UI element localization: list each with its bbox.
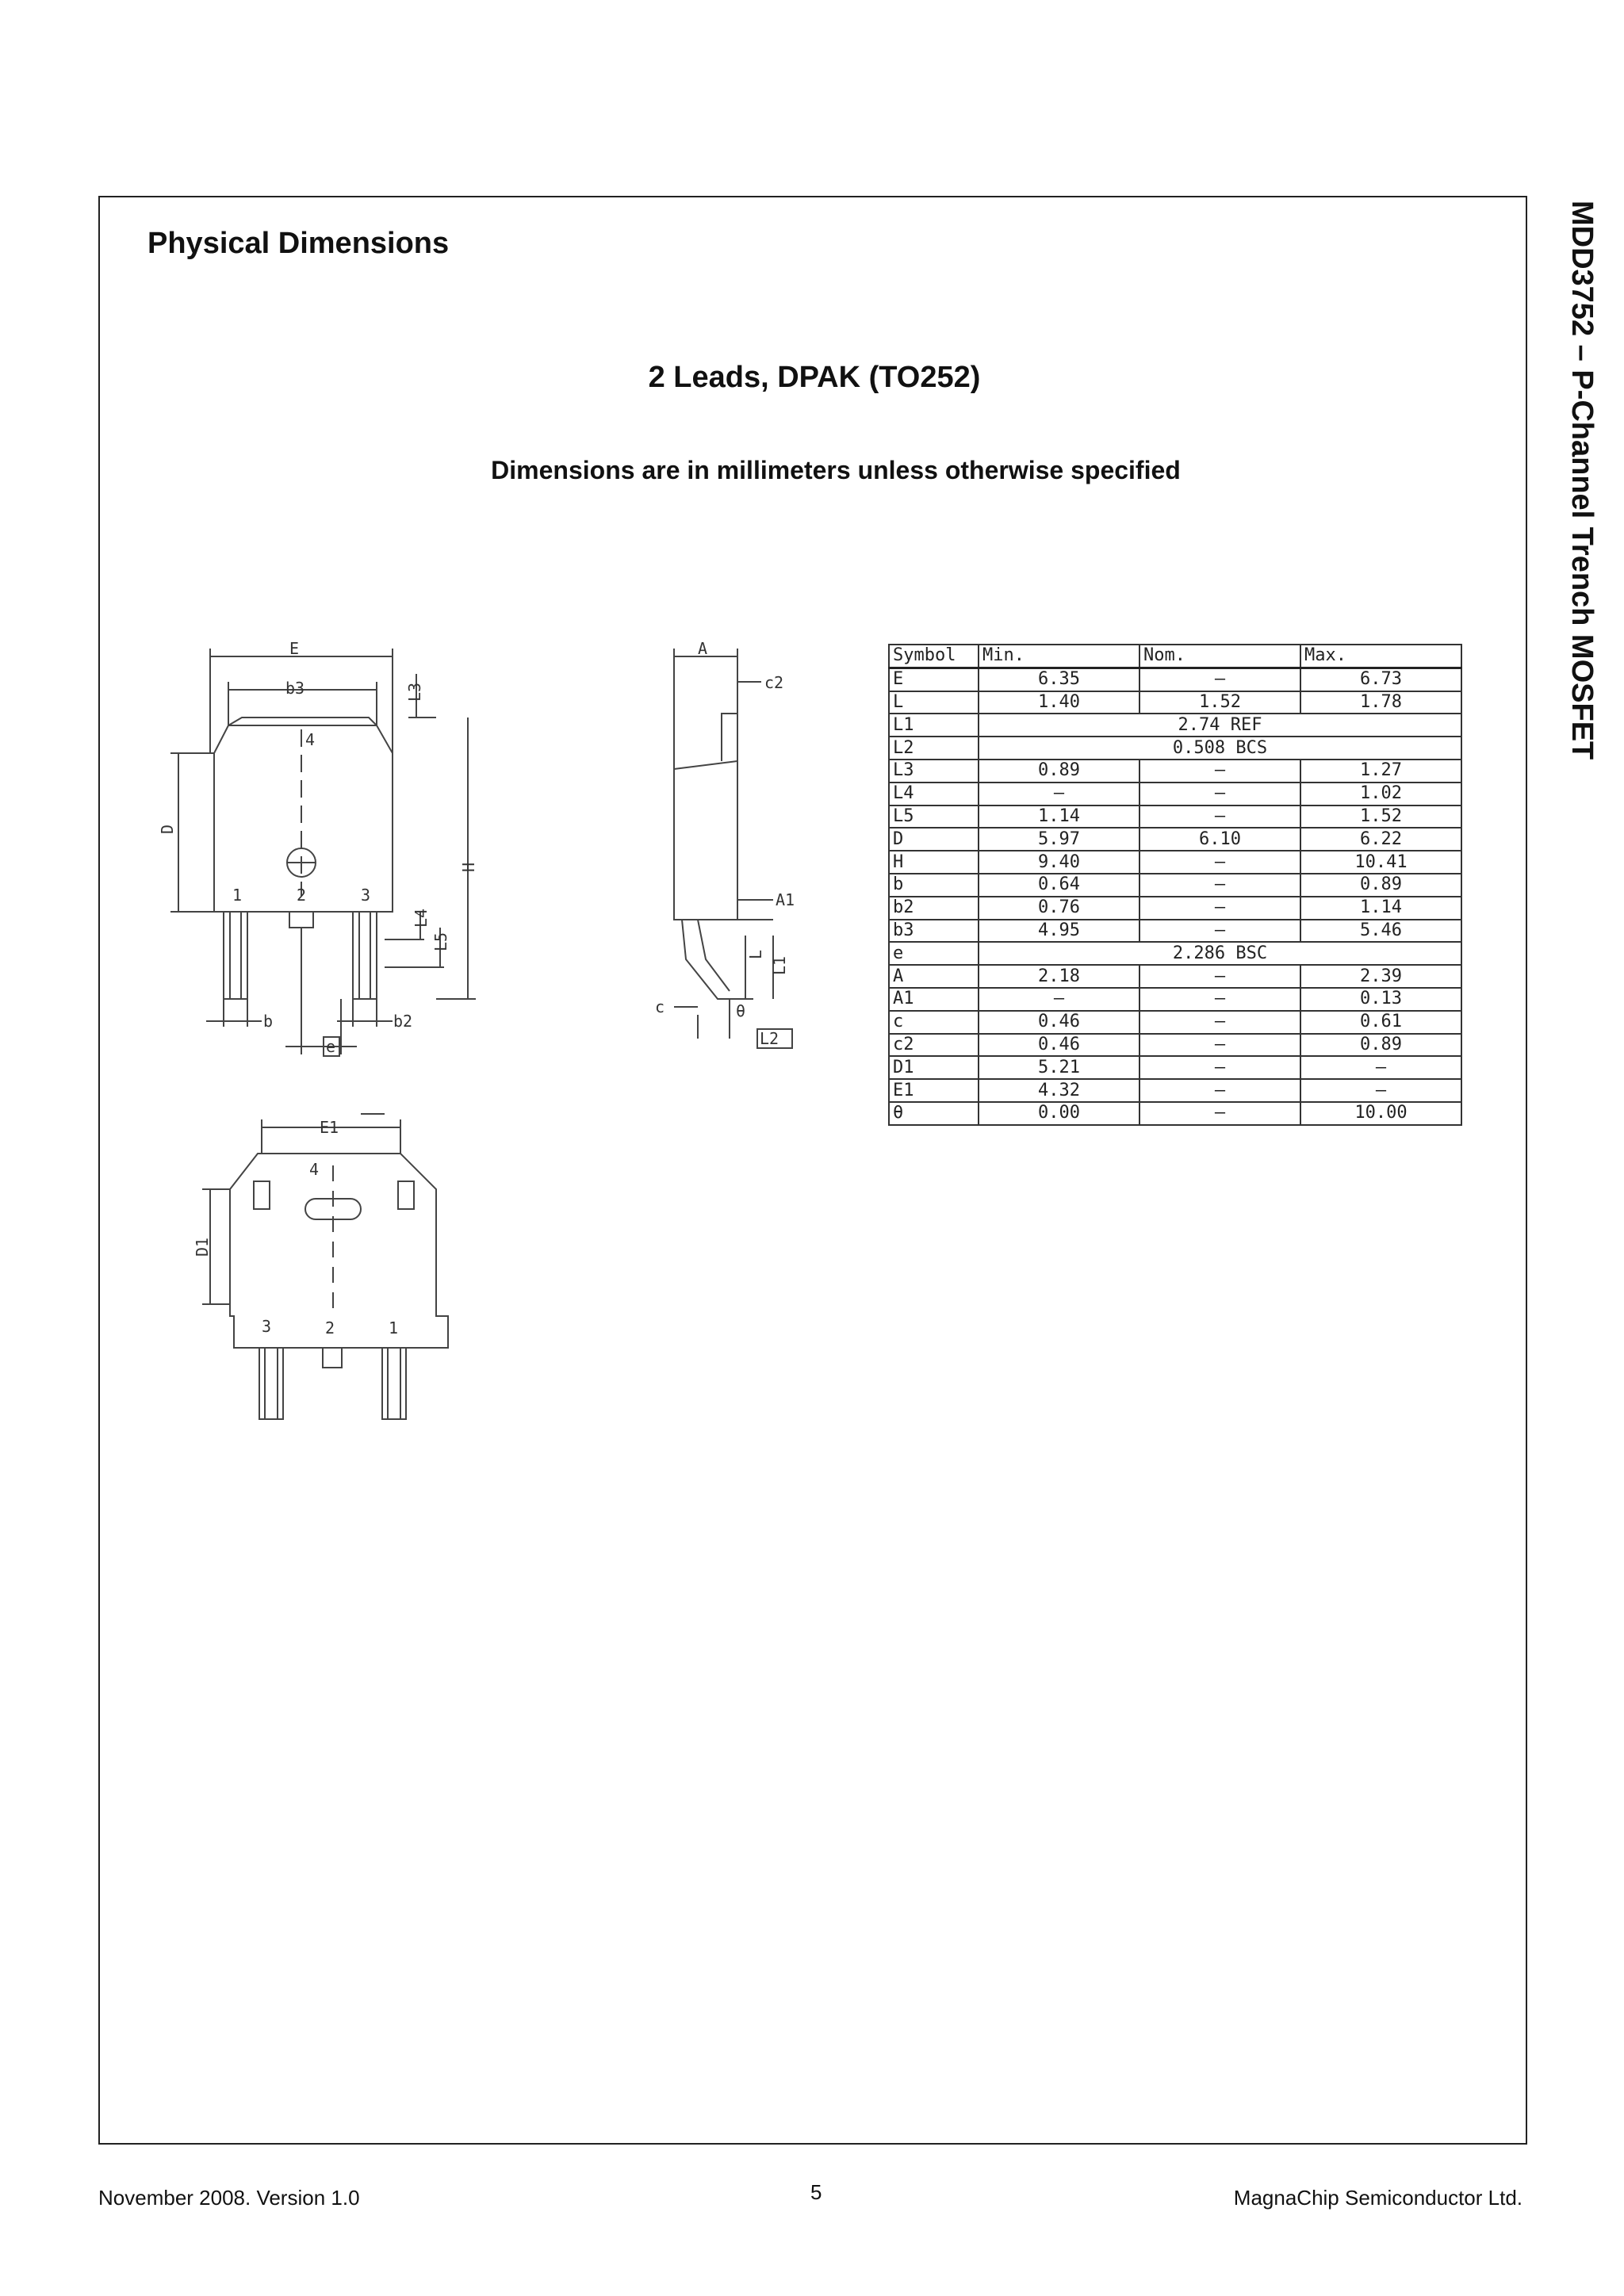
- back-label-4: 4: [309, 1160, 320, 1179]
- cell-nom: –: [1139, 1011, 1300, 1034]
- table-row: [889, 806, 1461, 828]
- cell-symbol: L4: [889, 783, 979, 806]
- cell-nom: –: [1139, 760, 1300, 783]
- table-row: [889, 1011, 1461, 1034]
- label-L5: L5: [431, 932, 450, 951]
- cell-nom: –: [1139, 806, 1300, 828]
- cell-max: 6.22: [1300, 828, 1461, 851]
- cell-max: –: [1300, 1079, 1461, 1102]
- label-theta: θ: [736, 1001, 746, 1020]
- table-row: [889, 691, 1461, 714]
- cell-symbol: H: [889, 851, 979, 874]
- cell-max: 0.89: [1300, 874, 1461, 897]
- cell-symbol: A1: [889, 988, 979, 1011]
- cell-span: 0.508 BCS: [979, 737, 1461, 760]
- label-A: A: [698, 639, 708, 658]
- header-nom: Nom.: [1139, 645, 1300, 668]
- cell-symbol: L1: [889, 714, 979, 737]
- cell-symbol: c2: [889, 1034, 979, 1057]
- label-4: 4: [305, 730, 316, 749]
- cell-nom: –: [1139, 1034, 1300, 1057]
- cell-symbol: θ: [889, 1102, 979, 1125]
- cell-nom: –: [1139, 965, 1300, 988]
- cell-nom: –: [1139, 920, 1300, 943]
- header-symbol: Symbol: [889, 645, 979, 668]
- cell-max: 1.02: [1300, 783, 1461, 806]
- cell-min: –: [979, 783, 1139, 806]
- table-row: [889, 737, 1461, 760]
- table-row: [889, 1079, 1461, 1102]
- cell-symbol: e: [889, 942, 979, 965]
- cell-max: 1.27: [1300, 760, 1461, 783]
- cell-max: –: [1300, 1056, 1461, 1079]
- label-b: b: [263, 1012, 274, 1031]
- cell-symbol: E: [889, 668, 979, 691]
- cell-symbol: L2: [889, 737, 979, 760]
- cell-max: 2.39: [1300, 965, 1461, 988]
- table-row: [889, 668, 1461, 691]
- cell-min: 1.14: [979, 806, 1139, 828]
- table-row: [889, 1034, 1461, 1057]
- cell-min: 0.89: [979, 760, 1139, 783]
- back-view-drawing: [174, 1110, 476, 1443]
- cell-symbol: b: [889, 874, 979, 897]
- cell-min: 4.95: [979, 920, 1139, 943]
- label-3: 3: [361, 886, 371, 905]
- label-e: e: [326, 1037, 336, 1056]
- label-H: H: [459, 862, 478, 872]
- label-1: 1: [232, 886, 243, 905]
- cell-nom: –: [1139, 874, 1300, 897]
- front-view-drawing: [151, 626, 848, 1070]
- table-row: [889, 828, 1461, 851]
- cell-max: 0.89: [1300, 1034, 1461, 1057]
- cell-max: 0.61: [1300, 1011, 1461, 1034]
- table-row: [889, 760, 1461, 783]
- table-row: [889, 942, 1461, 965]
- back-label-3: 3: [262, 1317, 272, 1336]
- table-row: [889, 783, 1461, 806]
- cell-symbol: A: [889, 965, 979, 988]
- cell-min: 0.64: [979, 874, 1139, 897]
- cell-min: 0.46: [979, 1034, 1139, 1057]
- cell-min: 2.18: [979, 965, 1139, 988]
- label-A1: A1: [776, 890, 795, 909]
- cell-min: 6.35: [979, 668, 1139, 691]
- cell-min: 0.76: [979, 897, 1139, 920]
- cell-max: 1.14: [1300, 897, 1461, 920]
- cell-nom: –: [1139, 668, 1300, 691]
- cell-nom: 1.52: [1139, 691, 1300, 714]
- cell-symbol: L3: [889, 760, 979, 783]
- cell-nom: –: [1139, 1102, 1300, 1125]
- cell-span: 2.286 BSC: [979, 942, 1461, 965]
- cell-max: 10.00: [1300, 1102, 1461, 1125]
- cell-min: 0.00: [979, 1102, 1139, 1125]
- label-c2: c2: [764, 673, 784, 692]
- cell-max: 1.78: [1300, 691, 1461, 714]
- cell-min: 1.40: [979, 691, 1139, 714]
- cell-max: 1.52: [1300, 806, 1461, 828]
- back-label-1: 1: [389, 1318, 399, 1337]
- cell-symbol: E1: [889, 1079, 979, 1102]
- table-header-row: [889, 645, 1461, 668]
- cell-symbol: c: [889, 1011, 979, 1034]
- side-title: [1529, 196, 1616, 1068]
- cell-max: 0.13: [1300, 988, 1461, 1011]
- label-E1: E1: [320, 1118, 339, 1137]
- table-row: [889, 988, 1461, 1011]
- page-number: 5: [810, 2180, 822, 2204]
- cell-nom: –: [1139, 988, 1300, 1011]
- label-D1: D1: [193, 1237, 212, 1257]
- table-row: [889, 920, 1461, 943]
- footer-date-version: November 2008. Version 1.0: [98, 2186, 360, 2210]
- label-L3: L3: [405, 682, 424, 702]
- cell-min: 5.21: [979, 1056, 1139, 1079]
- cell-min: 0.46: [979, 1011, 1139, 1034]
- table-row: [889, 851, 1461, 874]
- table-row: [889, 1056, 1461, 1079]
- cell-symbol: D1: [889, 1056, 979, 1079]
- label-b3: b3: [285, 679, 305, 698]
- label-L1: L1: [770, 955, 789, 975]
- cell-span: 2.74 REF: [979, 714, 1461, 737]
- cell-nom: –: [1139, 1079, 1300, 1102]
- label-L4: L4: [412, 908, 431, 928]
- dimension-table: [888, 644, 1462, 1126]
- back-label-2: 2: [325, 1318, 335, 1337]
- label-L: L: [746, 949, 765, 959]
- cell-max: 5.46: [1300, 920, 1461, 943]
- label-2: 2: [297, 886, 307, 905]
- cell-max: 10.41: [1300, 851, 1461, 874]
- cell-nom: –: [1139, 851, 1300, 874]
- header-min: Min.: [979, 645, 1139, 668]
- cell-symbol: D: [889, 828, 979, 851]
- label-D: D: [158, 824, 177, 834]
- cell-nom: –: [1139, 783, 1300, 806]
- section-title: Physical Dimensions: [147, 227, 450, 260]
- label-L2: L2: [760, 1029, 779, 1048]
- table-row: [889, 714, 1461, 737]
- cell-nom: –: [1139, 897, 1300, 920]
- cell-symbol: b2: [889, 897, 979, 920]
- cell-nom: 6.10: [1139, 828, 1300, 851]
- side-title-text: MDD3752 – P-Channel Trench MOSFET: [1565, 201, 1599, 760]
- table-row: [889, 874, 1461, 897]
- cell-min: 4.32: [979, 1079, 1139, 1102]
- cell-symbol: b3: [889, 920, 979, 943]
- cell-nom: –: [1139, 1056, 1300, 1079]
- package-title: 2 Leads, DPAK (TO252): [648, 361, 981, 394]
- cell-min: –: [979, 988, 1139, 1011]
- cell-min: 9.40: [979, 851, 1139, 874]
- table-row: [889, 965, 1461, 988]
- cell-symbol: L5: [889, 806, 979, 828]
- footer-company: MagnaChip Semiconductor Ltd.: [1233, 2186, 1522, 2210]
- table-row: [889, 897, 1461, 920]
- cell-min: 5.97: [979, 828, 1139, 851]
- label-c: c: [655, 997, 665, 1016]
- table-row: [889, 1102, 1461, 1125]
- label-b2: b2: [393, 1012, 413, 1031]
- dimensions-note: Dimensions are in millimeters unless otherwise specified: [491, 456, 1181, 484]
- cell-max: 6.73: [1300, 668, 1461, 691]
- cell-symbol: L: [889, 691, 979, 714]
- label-E: E: [289, 639, 300, 658]
- header-max: Max.: [1300, 645, 1461, 668]
